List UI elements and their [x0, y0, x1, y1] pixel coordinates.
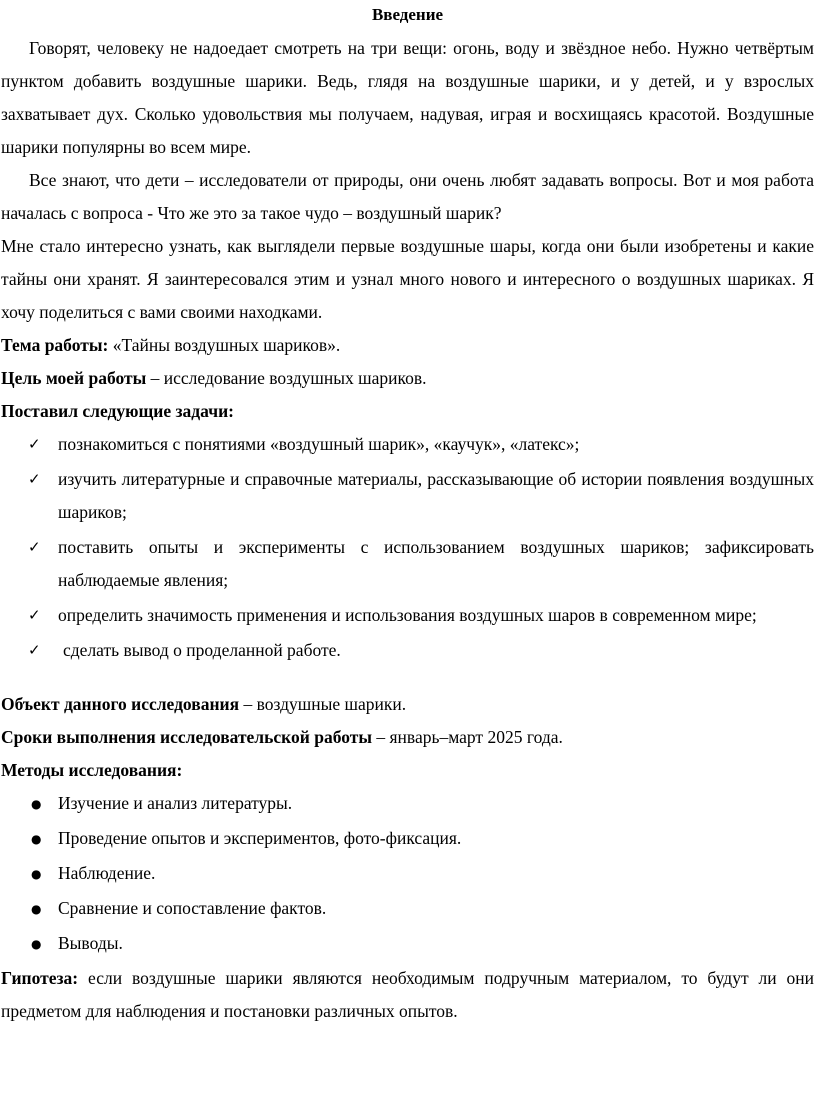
- tasks-heading: [1, 395, 814, 428]
- deadline-line: [1, 721, 814, 754]
- list-item: [1, 787, 814, 820]
- list-item: [1, 634, 814, 667]
- task-text: определить значимость применения и использования воздушных шаров в современном мире;: [58, 605, 757, 625]
- intro-paragraph-3: Мне стало интересно узнать, как выглядели первые воздушные шары, когда они были изобретены и какие тайны они хранят. Я заинтересовался этим и узнал много нового и интересного о воздушных шариках. Я хочу поделиться с вами своими находками.: [1, 236, 814, 322]
- goal-value: – исследование воздушных шариков.: [146, 368, 427, 388]
- checkmark-icon: ✓: [28, 606, 41, 624]
- intro-paragraph-2: Все знают, что дети – исследователи от природы, они очень любят задавать вопросы. Вот и моя работа началась с вопроса - Что же это за такое чудо – воздушный шарик?: [1, 170, 814, 223]
- list-item: [1, 892, 814, 925]
- method-text: Сравнение и сопоставление фактов.: [58, 898, 327, 918]
- intro-paragraph-1: Говорят, человеку не надоедает смотреть на три вещи: огонь, воду и звёздное небо. Нужно четвёртым пунктом добавить воздушные шарики. Ведь, глядя на воздушные шарики, и у детей, и у взрослых захватывает дух. Сколько удовольствия мы получаем, надувая, играя и восхищаясь красотой. Воздушные шарики популярны во всем мире.: [1, 38, 814, 157]
- list-item: [1, 857, 814, 890]
- task-text: сделать вывод о проделанной работе.: [63, 640, 341, 660]
- bullet-icon: ●: [31, 937, 42, 951]
- object-value: – воздушные шарики.: [239, 694, 407, 714]
- hypothesis-paragraph: [1, 962, 814, 1028]
- checkmark-icon: ✓: [28, 641, 41, 659]
- topic-label: Тема работы:: [1, 335, 109, 355]
- tasks-heading-text: Поставил следующие задачи:: [1, 401, 234, 421]
- method-text: Наблюдение.: [58, 863, 156, 883]
- task-text: поставить опыты и эксперименты с использованием воздушных шариков; зафиксировать наблюдаемые явления;: [58, 537, 814, 590]
- bullet-icon: ●: [31, 902, 42, 916]
- checkmark-icon: ✓: [28, 435, 41, 453]
- deadline-label: Сроки выполнения исследовательской работы: [1, 727, 372, 747]
- deadline-value: – январь–март 2025 года.: [372, 727, 563, 747]
- bullet-icon: ●: [31, 797, 42, 811]
- method-text: Выводы.: [58, 933, 123, 953]
- checkmark-icon: ✓: [28, 470, 41, 488]
- spacer: [1, 669, 814, 688]
- task-text: изучить литературные и справочные материалы, рассказывающие об истории появления воздушных шариков;: [58, 469, 814, 522]
- list-item: [1, 927, 814, 960]
- topic-line: [1, 329, 814, 362]
- list-item: [1, 599, 814, 632]
- list-item: [1, 428, 814, 461]
- method-text: Изучение и анализ литературы.: [58, 793, 293, 813]
- methods-heading-text: Методы исследования:: [1, 760, 183, 780]
- goal-label: Цель моей работы: [1, 368, 147, 388]
- goal-line: [1, 362, 814, 395]
- document-title: Введение: [371, 5, 444, 24]
- document-page: [0, 2, 816, 1100]
- checkmark-icon: ✓: [28, 538, 41, 556]
- list-item: [1, 822, 814, 855]
- bullet-icon: ●: [31, 867, 42, 881]
- tasks-list: [1, 428, 814, 667]
- object-line: [1, 688, 814, 721]
- methods-list: [1, 787, 814, 960]
- task-text: познакомиться с понятиями «воздушный шарик», «каучук», «латекс»;: [58, 434, 580, 454]
- list-item: [1, 531, 814, 597]
- topic-value: «Тайны воздушных шариков».: [108, 335, 341, 355]
- bullet-icon: ●: [31, 832, 42, 846]
- list-item: [1, 463, 814, 529]
- hypothesis-label: Гипотеза:: [1, 968, 79, 988]
- methods-heading: [1, 754, 814, 787]
- hypothesis-value: если воздушные шарики являются необходимым подручным материалом, то будут ли они предметом для наблюдения и постановки различных опытов.: [1, 968, 814, 1021]
- object-label: Объект данного исследования: [1, 694, 240, 714]
- method-text: Проведение опытов и экспериментов, фото-фиксация.: [58, 828, 462, 848]
